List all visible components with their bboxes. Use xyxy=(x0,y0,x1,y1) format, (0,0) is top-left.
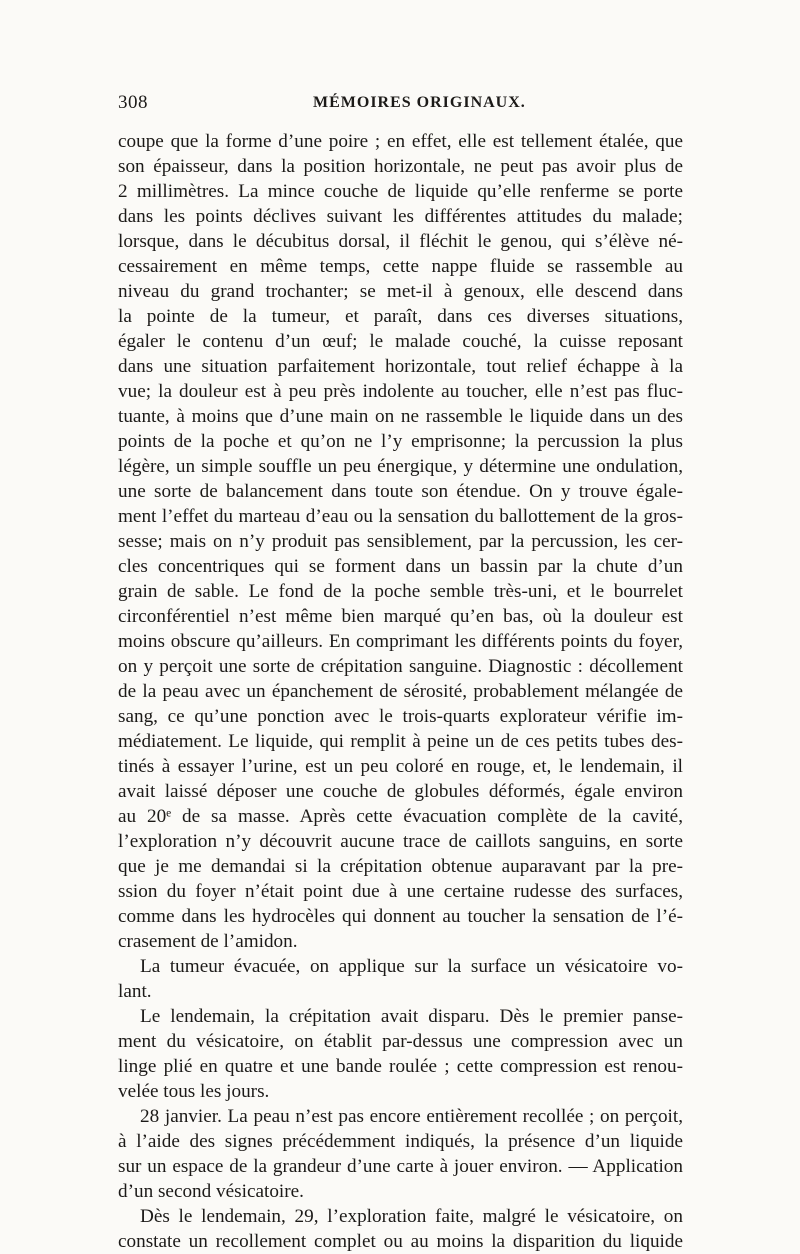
text-line: La tumeur évacuée, on applique sur la surface un vésicatoire vo- xyxy=(140,956,683,977)
text-line: constate un recollement complet ou au moins la disparition du liquide xyxy=(118,1231,683,1252)
text-line: à l’aide des signes précédemment indiqués, la présence d’un liquide xyxy=(118,1131,683,1152)
text-line: Le lendemain, la crépitation avait disparu. Dès le premier panse- xyxy=(140,1006,683,1027)
text-line: ment l’effet du marteau d’eau ou la sensation du ballottement de la gros- xyxy=(118,506,683,527)
text-line: 28 janvier. La peau n’est pas encore entièrement recollée ; on perçoit, xyxy=(140,1106,683,1127)
text-line: cles concentriques qui se forment dans un bassin par la chute d’un xyxy=(118,556,683,577)
text-line: sur un espace de la grandeur d’une carte à jouer environ. — Application xyxy=(118,1156,683,1177)
text-line: lant. xyxy=(118,981,152,1002)
text-line: crasement de l’amidon. xyxy=(118,931,298,952)
text-line: son épaisseur, dans la position horizontale, ne peut pas avoir plus de xyxy=(118,156,683,177)
text-line: on y perçoit une sorte de crépitation sanguine. Diagnostic : décollement xyxy=(118,656,683,677)
text-line: sesse; mais on n’y produit pas sensiblement, par la percussion, les cer- xyxy=(118,531,683,552)
text-line: niveau du grand trochanter; se met-il à genoux, elle descend dans xyxy=(118,281,683,302)
text-line: velée tous les jours. xyxy=(118,1081,270,1102)
text-line: l’exploration n’y découvrit aucune trace de caillots sanguins, en sorte xyxy=(118,831,683,852)
running-head: MÉMOIRES ORIGINAUX. xyxy=(313,94,526,111)
text-line: coupe que la forme d’une poire ; en effet, elle est tellement étalée, que xyxy=(118,131,683,152)
text-line: d’un second vésicatoire. xyxy=(118,1181,304,1202)
text-line: moins obscure qu’ailleurs. En comprimant les différents points du foyer, xyxy=(118,631,683,652)
text-line: Dès le lendemain, 29, l’exploration faite, malgré le vésicatoire, on xyxy=(140,1206,683,1227)
page-number: 308 xyxy=(118,92,148,113)
text-line: cessairement en même temps, cette nappe fluide se rassemble au xyxy=(118,256,683,277)
text-line: circonférentiel n’est même bien marqué qu’en bas, où la douleur est xyxy=(118,606,683,627)
text-line: 2 millimètres. La mince couche de liquide qu’elle renferme se porte xyxy=(118,181,683,202)
text-line: grain de sable. Le fond de la poche semble très-uni, et le bourrelet xyxy=(118,581,683,602)
text-line: une sorte de balancement dans toute son étendue. On y trouve égale- xyxy=(118,481,683,502)
text-line: tuante, à moins que d’une main on ne rassemble le liquide dans un des xyxy=(118,406,683,427)
text-line: de la peau avec un épanchement de sérosité, probablement mélangée de xyxy=(118,681,683,702)
text-line: légère, un simple souffle un peu énergique, y détermine une ondulation, xyxy=(118,456,683,477)
text-line: tinés à essayer l’urine, est un peu coloré en rouge, et, le lendemain, il xyxy=(118,756,683,777)
text-line: points de la poche et qu’on ne l’y emprisonne; la percussion la plus xyxy=(118,431,683,452)
text-line: lorsque, dans le décubitus dorsal, il fléchit le genou, qui s’élève né- xyxy=(118,231,683,252)
text-line: dans une situation parfaitement horizontale, tout relief échappe à la xyxy=(118,356,683,377)
body-text xyxy=(118,129,683,1254)
text-line: linge plié en quatre et une bande roulée ; cette compression est renou- xyxy=(118,1056,683,1077)
text-line: ssion du foyer n’était point due à une certaine rudesse des surfaces, xyxy=(118,881,683,902)
text-line: dans les points déclives suivant les différentes attitudes du malade; xyxy=(118,206,683,227)
text-line: au 20ᵉ de sa masse. Après cette évacuation complète de la cavité, xyxy=(118,806,683,827)
text-line: vue; la douleur est à peu près indolente au toucher, elle n’est pas fluc- xyxy=(118,381,683,402)
text-line: médiatement. Le liquide, qui remplit à peine un de ces petits tubes des- xyxy=(118,731,683,752)
text-line: ment du vésicatoire, on établit par-dessus une compression avec un xyxy=(118,1031,683,1052)
text-line: avait laissé déposer une couche de globules déformés, égale environ xyxy=(118,781,683,802)
text-line: égaler le contenu d’un œuf; le malade couché, la cuisse reposant xyxy=(118,331,683,352)
text-line: comme dans les hydrocèles qui donnent au toucher la sensation de l’é- xyxy=(118,906,683,927)
text-line: sang, ce qu’une ponction avec le trois-quarts explorateur vérifie im- xyxy=(118,706,683,727)
text-line: la pointe de la tumeur, et paraît, dans ces diverses situations, xyxy=(118,306,683,327)
page-header xyxy=(118,92,683,122)
text-line: que je me demandai si la crépitation obtenue auparavant par la pre- xyxy=(118,856,683,877)
